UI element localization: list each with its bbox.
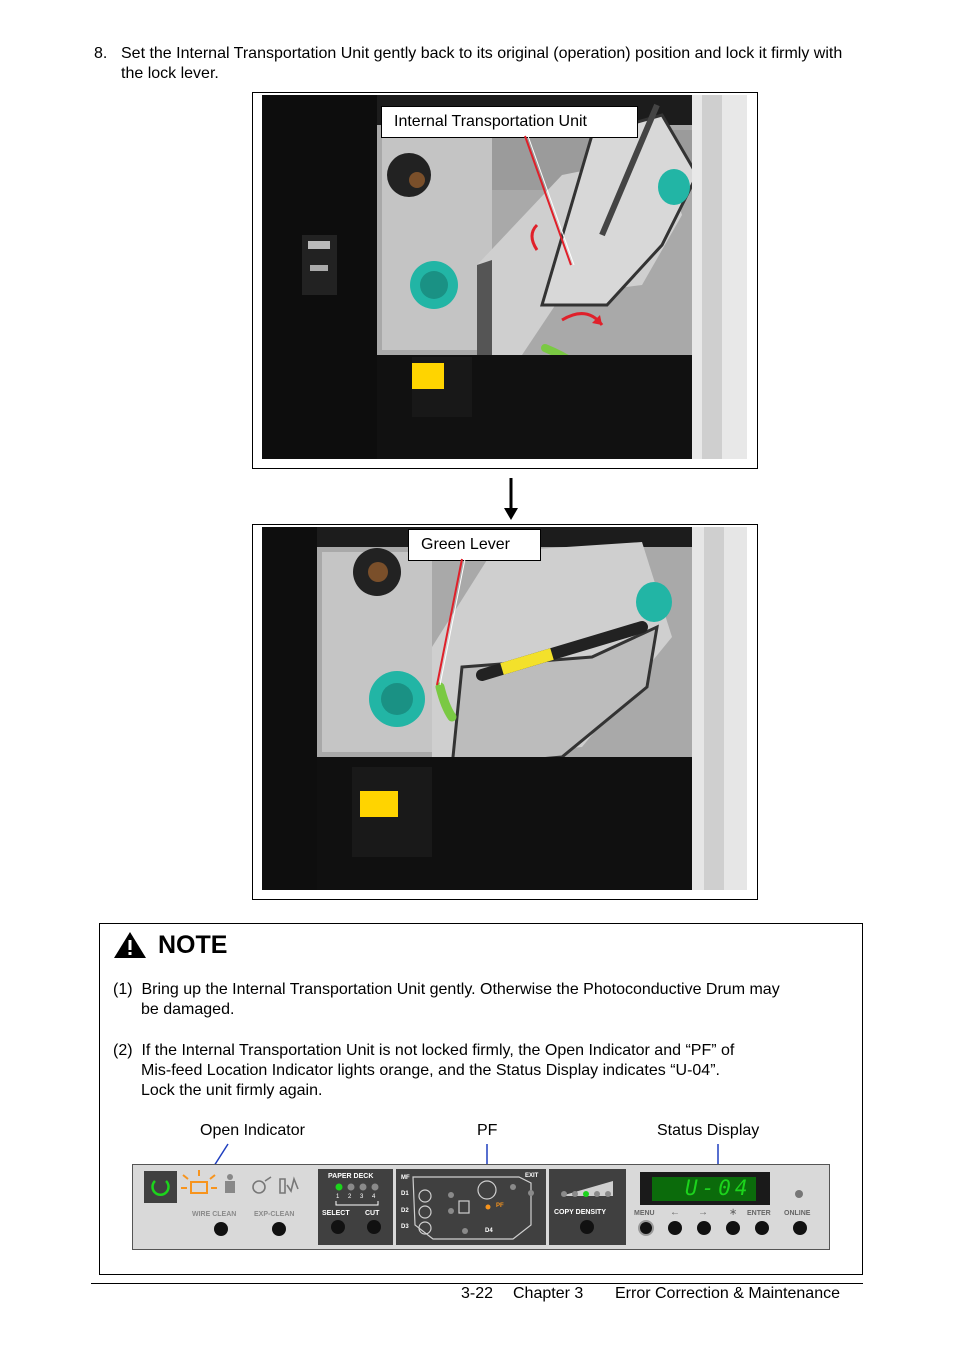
status-display: U-04 <box>685 1176 752 1200</box>
copy-density-label: COPY DENSITY <box>554 1209 606 1216</box>
note-item-text: be damaged. <box>141 1001 235 1018</box>
paper-deck-label: PAPER DECK <box>328 1173 374 1180</box>
exp-clean-button[interactable] <box>272 1222 286 1236</box>
label-open-indicator: Open Indicator <box>200 1122 305 1139</box>
asterisk-button[interactable] <box>726 1221 740 1235</box>
footer-rule <box>91 1283 863 1284</box>
cut-label: CUT <box>365 1210 380 1217</box>
misfeed-mf-label: MF <box>401 1175 410 1181</box>
footer-title: Error Correction & Maintenance <box>615 1285 840 1302</box>
wire-clean-button[interactable] <box>214 1222 228 1236</box>
misfeed-d4-label: D4 <box>485 1228 493 1234</box>
control-panel <box>132 1164 830 1250</box>
deck-number-2: 2 <box>348 1194 352 1200</box>
misfeed-d2-label: D2 <box>401 1208 409 1214</box>
right-arrow-label: → <box>698 1207 708 1218</box>
enter-label: ENTER <box>747 1210 771 1217</box>
note-item-text: Lock the unit firmly again. <box>141 1082 323 1099</box>
cut-button[interactable] <box>367 1220 381 1234</box>
exp-clean-label: EXP-CLEAN <box>254 1211 295 1218</box>
misfeed-pf-label: PF <box>496 1203 504 1209</box>
misfeed-d1-label: D1 <box>401 1191 409 1197</box>
footer-chapter: Chapter 3 <box>513 1285 584 1302</box>
callout-pointer <box>253 93 757 468</box>
note-heading <box>112 928 227 962</box>
callout-pointer <box>253 525 757 899</box>
deck-number-3: 3 <box>360 1194 364 1200</box>
note-item-number: (1) <box>113 981 133 998</box>
open-indicator-icon <box>181 1170 217 1193</box>
note-item-1 <box>113 980 857 1020</box>
note-item-text: Mis-feed Location Indicator lights orange, and the Status Display indicates “U-04”. <box>141 1062 720 1079</box>
menu-button[interactable] <box>639 1221 653 1235</box>
footer-page: 3-22 <box>461 1285 494 1302</box>
figure-before <box>252 92 758 469</box>
note-item-text: If the Internal Transportation Unit is not locked firmly, the Open Indicator and “PF” of <box>141 1042 735 1059</box>
asterisk-label: ∗ <box>729 1207 738 1218</box>
select-button[interactable] <box>331 1220 345 1234</box>
enter-button[interactable] <box>755 1221 769 1235</box>
menu-label: MENU <box>634 1210 655 1217</box>
callout-green-lever: Green Lever <box>408 529 541 561</box>
down-arrow-icon <box>500 476 522 522</box>
label-pf: PF <box>477 1122 498 1139</box>
misfeed-exit-label: EXIT <box>525 1173 539 1179</box>
left-arrow-button[interactable] <box>668 1221 682 1235</box>
deck-number-4: 4 <box>372 1194 376 1200</box>
warning-icon <box>112 930 148 960</box>
service-icon <box>280 1179 298 1193</box>
online-label: ONLINE <box>784 1210 811 1217</box>
right-arrow-button[interactable] <box>697 1221 711 1235</box>
waste-icon <box>253 1177 271 1193</box>
note-item-2 <box>113 1041 857 1101</box>
misfeed-d3-label: D3 <box>401 1224 409 1230</box>
power-indicator <box>144 1171 177 1203</box>
label-status-display: Status Display <box>657 1122 760 1139</box>
figure-after <box>252 524 758 900</box>
note-item-text: Bring up the Internal Transportation Unit gently. Otherwise the Photoconductive Drum may <box>141 981 780 998</box>
online-button[interactable] <box>793 1221 807 1235</box>
step-text: Set the Internal Transportation Unit gently back to its original (operation) position and lock it firmly with the lock lever. <box>121 45 843 82</box>
step-number: 8. <box>94 45 108 62</box>
note-item-number: (2) <box>113 1042 133 1059</box>
copy-density-button[interactable] <box>580 1220 594 1234</box>
select-label: SELECT <box>322 1210 350 1217</box>
note-title: NOTE <box>158 930 228 959</box>
toner-icon <box>225 1174 235 1193</box>
left-arrow-label: ← <box>670 1207 680 1218</box>
callout-internal-transportation-unit: Internal Transportation Unit <box>381 106 638 138</box>
deck-number-1: 1 <box>336 1194 340 1200</box>
wire-clean-label: WIRE CLEAN <box>192 1211 237 1218</box>
